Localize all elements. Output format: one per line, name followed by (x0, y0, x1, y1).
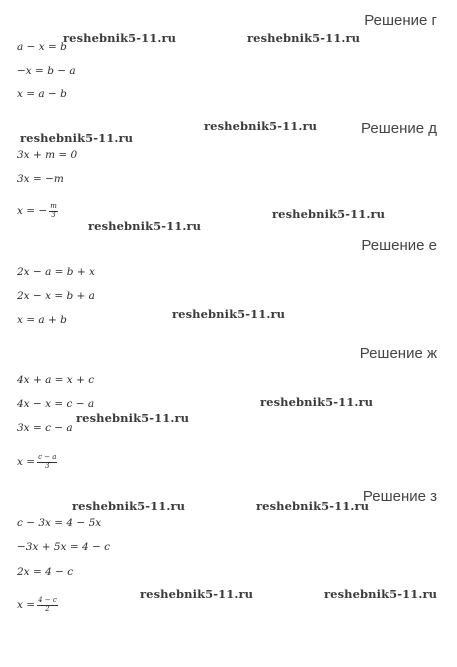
watermark: reshebnik5-11.ru (140, 587, 254, 601)
section-heading-zh: Решение ж (359, 345, 437, 362)
fraction-denominator: 3 (45, 461, 50, 470)
equation-line: 2x = 4 − c (17, 566, 74, 578)
watermark: reshebnik5-11.ru (72, 499, 186, 513)
equation-line: c − 3x = 4 − 5x (17, 517, 102, 529)
watermark: reshebnik5-11.ru (256, 499, 370, 513)
fraction-prefix: x = (17, 599, 36, 612)
watermark: reshebnik5-11.ru (247, 31, 361, 45)
watermark: reshebnik5-11.ru (76, 411, 190, 425)
equation-line: 3x = −m (17, 173, 64, 185)
equation-line: 3x + m = 0 (17, 149, 78, 161)
equation-fraction-line (17, 454, 57, 470)
watermark: reshebnik5-11.ru (204, 119, 318, 133)
equation-line: x = a − b (17, 88, 67, 100)
fraction-numerator: c − a (38, 453, 57, 461)
fraction (37, 597, 58, 613)
watermark: reshebnik5-11.ru (20, 131, 134, 145)
section-heading-d: Решение д (361, 120, 437, 137)
section-heading-z: Решение з (362, 488, 437, 505)
fraction-numerator: m (50, 202, 57, 210)
watermark: reshebnik5-11.ru (260, 395, 374, 409)
section-heading-g: Решение г (364, 12, 437, 29)
equation-line: −3x + 5x = 4 − c (17, 541, 110, 553)
fraction-denominator: 3 (51, 210, 56, 219)
section-heading-e: Решение е (361, 237, 437, 254)
watermark: reshebnik5-11.ru (172, 307, 286, 321)
equation-line: 2x − a = b + x (17, 266, 95, 278)
watermark: reshebnik5-11.ru (88, 219, 202, 233)
equation-line: 3x = c − a (17, 422, 73, 434)
equation-line: a − x = b (17, 41, 67, 53)
equation-line: 2x − x = b + a (17, 290, 95, 302)
watermark: reshebnik5-11.ru (272, 207, 386, 221)
fraction-prefix: x = − (17, 205, 48, 218)
fraction (37, 454, 57, 470)
fraction (49, 203, 58, 219)
fraction-prefix: x = (17, 456, 36, 469)
equation-fraction-line (17, 597, 58, 613)
watermark: reshebnik5-11.ru (324, 587, 438, 601)
equation-fraction-line (17, 203, 58, 219)
equation-line: x = a + b (17, 314, 67, 326)
equation-line: 4x − x = c − a (17, 398, 95, 410)
fraction-denominator: 2 (45, 604, 50, 613)
fraction-numerator: 4 − c (38, 596, 57, 604)
watermark: reshebnik5-11.ru (63, 31, 177, 45)
equation-line: −x = b − a (17, 65, 76, 77)
equation-line: 4x + a = x + c (17, 374, 95, 386)
